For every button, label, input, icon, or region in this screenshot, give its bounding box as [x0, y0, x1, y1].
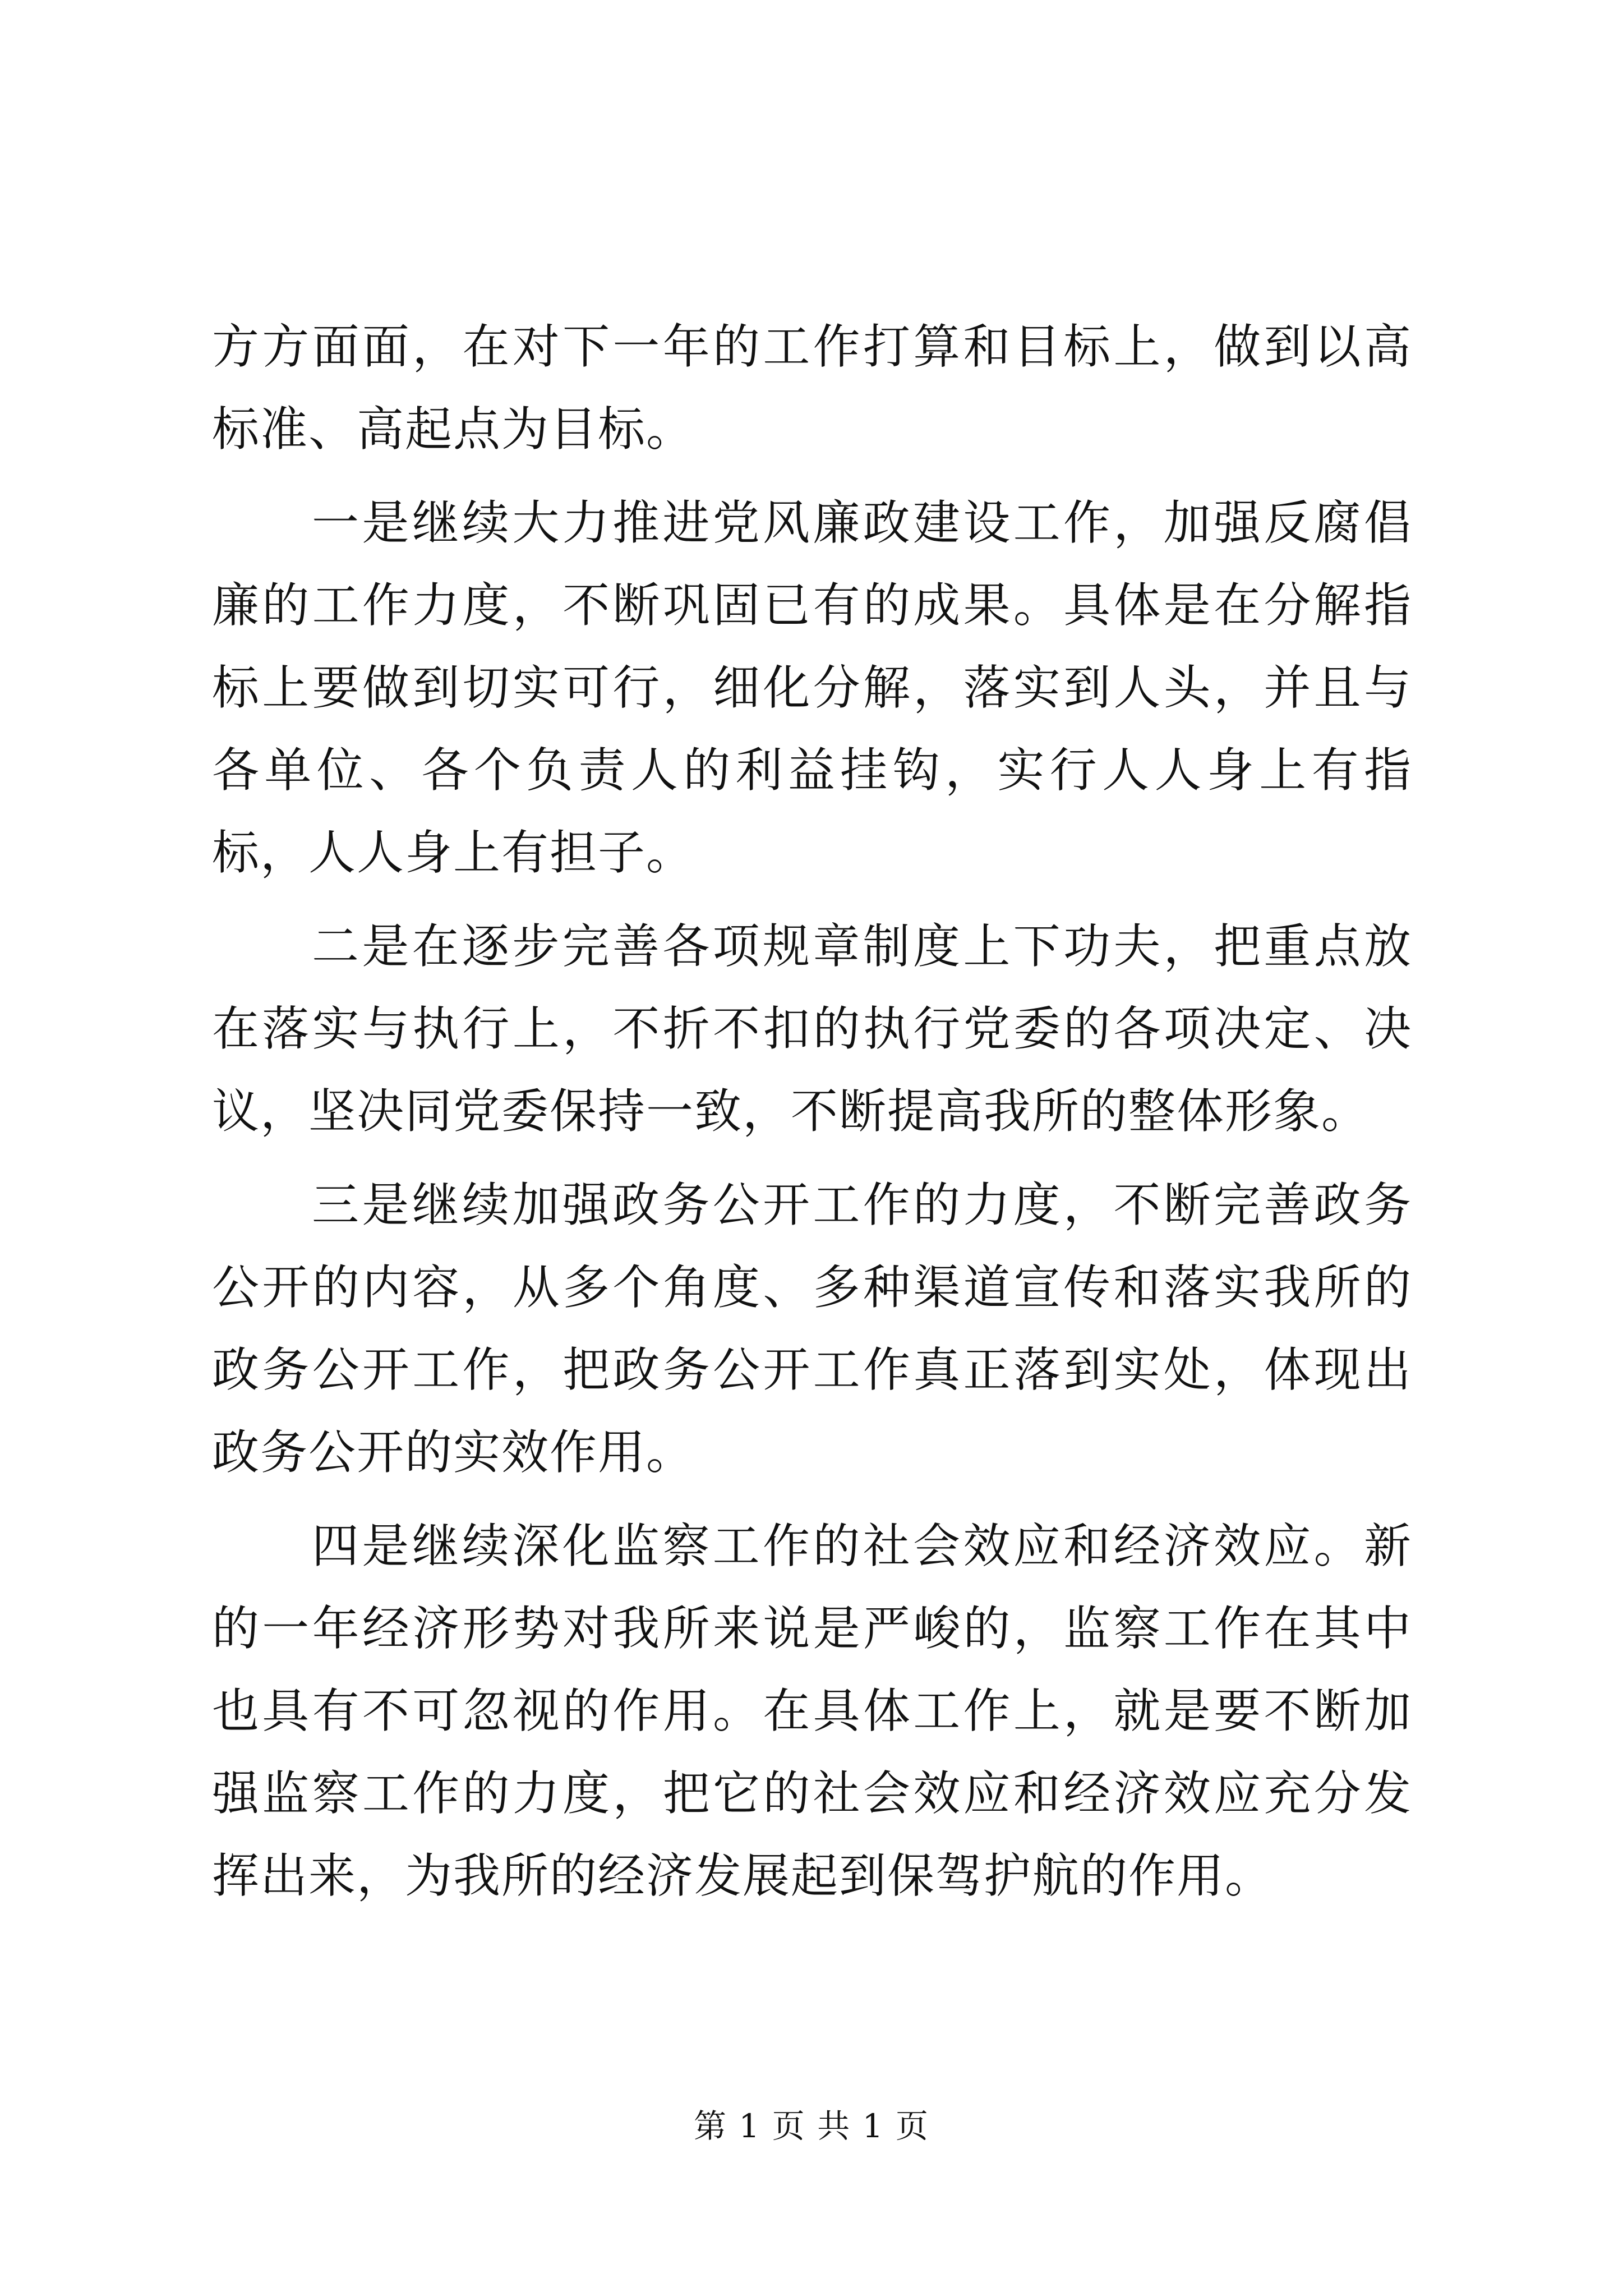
paragraph-point-four: 四是继续深化监察工作的社会效应和经济效应。新的一年经济形势对我所来说是严峻的，监察工作在其中也具有不可忽视的作用。在具体工作上，就是要不断加强监察工作的力度，把它的社会效应和经济效应充分发挥出来，为我所的经济发展起到保驾护航的作用。	[212, 1519, 1412, 1903]
page-number-footer: 第 1 页 共 1 页	[694, 2107, 929, 2145]
paragraph-point-one: 一是继续大力推进党风廉政建设工作，加强反腐倡廉的工作力度，不断巩固已有的成果。具体是在分解指标上要做到切实可行，细化分解，落实到人头，并且与各单位、各个负责人的利益挂钩，实行人人身上有指标，人人身上有担子。	[212, 495, 1412, 880]
paragraph-point-two: 二是在逐步完善各项规章制度上下功夫，把重点放在落实与执行上，不折不扣的执行党委的各项决定、决议，坚决同党委保持一致，不断提高我所的整体形象。	[212, 919, 1412, 1139]
paragraph-continuation: 方方面面，在对下一年的工作打算和目标上，做到以高标准、高起点为目标。	[212, 319, 1412, 457]
document-body	[212, 306, 1412, 1929]
paragraph-point-three: 三是继续加强政务公开工作的力度，不断完善政务公开的内容，从多个角度、多种渠道宣传和落实我所的政务公开工作，把政务公开工作真正落到实处，体现出政务公开的实效作用。	[212, 1177, 1412, 1480]
